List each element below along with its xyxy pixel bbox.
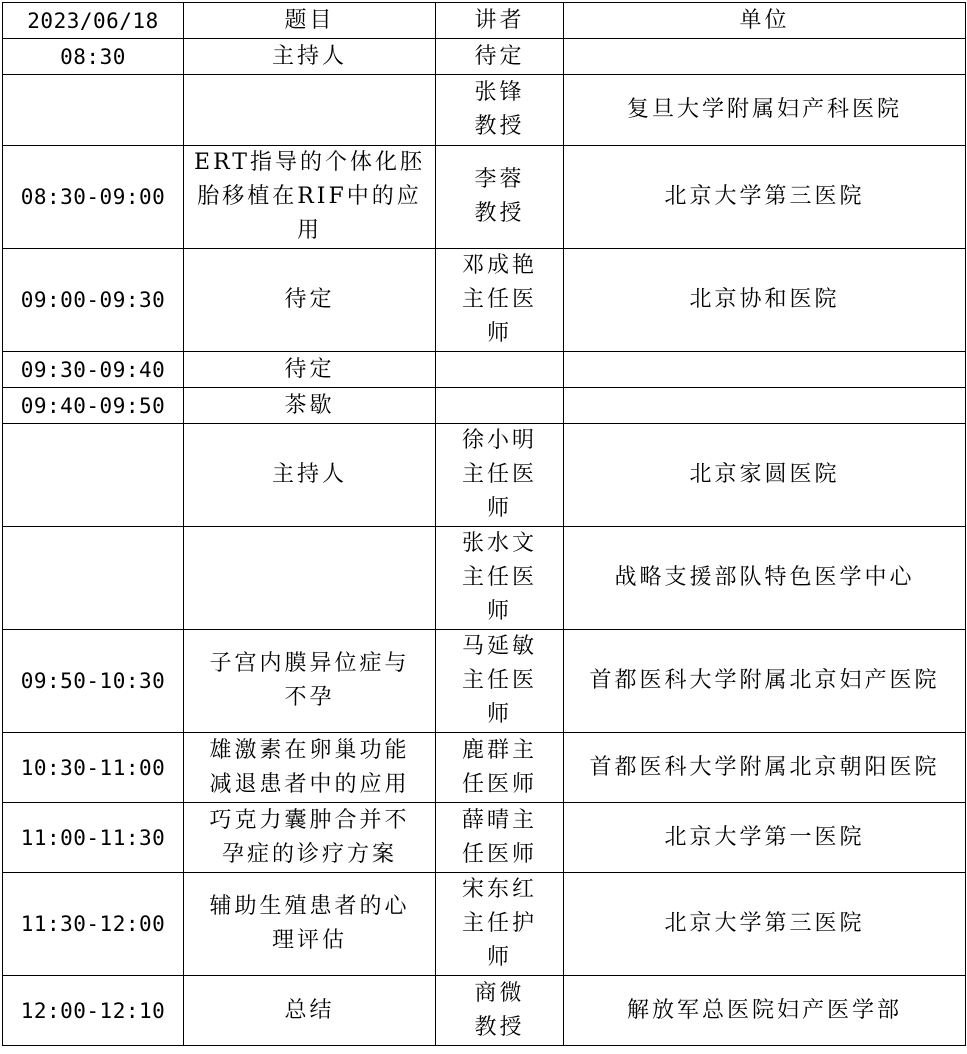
cell-time: 08:30 [3, 39, 184, 75]
cell-topic: 辅助生殖患者的心 理评估 [184, 873, 436, 976]
cell-unit [564, 352, 966, 388]
cell-topic [184, 527, 436, 630]
table-row [3, 976, 966, 1046]
cell-time: 09:30-09:40 [3, 352, 184, 388]
table-row [3, 39, 966, 75]
cell-topic: 雄激素在卵巢功能 减退患者中的应用 [184, 733, 436, 803]
cell-time [3, 527, 184, 630]
cell-speaker [436, 388, 564, 424]
cell-topic: 茶歇 [184, 388, 436, 424]
cell-topic: 巧克力囊肿合并不 孕症的诊疗方案 [184, 803, 436, 873]
cell-unit: 解放军总医院妇产医学部 [564, 976, 966, 1046]
table-row [3, 630, 966, 733]
cell-unit: 战略支援部队特色医学中心 [564, 527, 966, 630]
cell-unit: 首都医科大学附属北京妇产医院 [564, 630, 966, 733]
table-row [3, 146, 966, 249]
cell-topic: 总结 [184, 976, 436, 1046]
header-topic: 题目 [184, 3, 436, 39]
cell-speaker: 李蓉 教授 [436, 146, 564, 249]
header-unit: 单位 [564, 3, 966, 39]
table-row [3, 424, 966, 527]
table-row [3, 75, 966, 146]
table-row [3, 803, 966, 873]
cell-time: 09:40-09:50 [3, 388, 184, 424]
header-speaker: 讲者 [436, 3, 564, 39]
cell-speaker: 待定 [436, 39, 564, 75]
cell-time [3, 424, 184, 527]
cell-unit [564, 388, 966, 424]
cell-speaker: 宋东红 主任护 师 [436, 873, 564, 976]
cell-unit: 北京大学第一医院 [564, 803, 966, 873]
cell-topic: 待定 [184, 352, 436, 388]
cell-time: 08:30-09:00 [3, 146, 184, 249]
cell-speaker: 商微 教授 [436, 976, 564, 1046]
header-date: 2023/06/18 [3, 3, 184, 39]
cell-unit: 首都医科大学附属北京朝阳医院 [564, 733, 966, 803]
cell-time: 09:50-10:30 [3, 630, 184, 733]
cell-speaker: 张锋 教授 [436, 75, 564, 146]
cell-speaker [436, 352, 564, 388]
table-row [3, 527, 966, 630]
cell-unit: 北京家圆医院 [564, 424, 966, 527]
cell-unit: 北京协和医院 [564, 249, 966, 352]
cell-topic: ERT指导的个体化胚 胎移植在RIF中的应 用 [184, 146, 436, 249]
cell-unit [564, 39, 966, 75]
cell-unit: 北京大学第三医院 [564, 873, 966, 976]
cell-speaker: 徐小明 主任医 师 [436, 424, 564, 527]
cell-speaker: 邓成艳 主任医 师 [436, 249, 564, 352]
cell-time: 09:00-09:30 [3, 249, 184, 352]
cell-speaker: 鹿群主 任医师 [436, 733, 564, 803]
header-row [3, 3, 966, 39]
cell-speaker: 薛晴主 任医师 [436, 803, 564, 873]
table-row [3, 388, 966, 424]
cell-time: 10:30-11:00 [3, 733, 184, 803]
table-row [3, 733, 966, 803]
cell-topic [184, 75, 436, 146]
cell-time: 11:00-11:30 [3, 803, 184, 873]
table-row [3, 249, 966, 352]
cell-speaker: 马延敏 主任医 师 [436, 630, 564, 733]
cell-unit: 复旦大学附属妇产科医院 [564, 75, 966, 146]
table-row [3, 352, 966, 388]
cell-time [3, 75, 184, 146]
cell-topic: 待定 [184, 249, 436, 352]
schedule-table [2, 2, 966, 1046]
table-row [3, 873, 966, 976]
cell-topic: 主持人 [184, 424, 436, 527]
cell-unit: 北京大学第三医院 [564, 146, 966, 249]
cell-topic: 子宫内膜异位症与 不孕 [184, 630, 436, 733]
cell-time: 11:30-12:00 [3, 873, 184, 976]
cell-time: 12:00-12:10 [3, 976, 184, 1046]
cell-topic: 主持人 [184, 39, 436, 75]
cell-speaker: 张水文 主任医 师 [436, 527, 564, 630]
